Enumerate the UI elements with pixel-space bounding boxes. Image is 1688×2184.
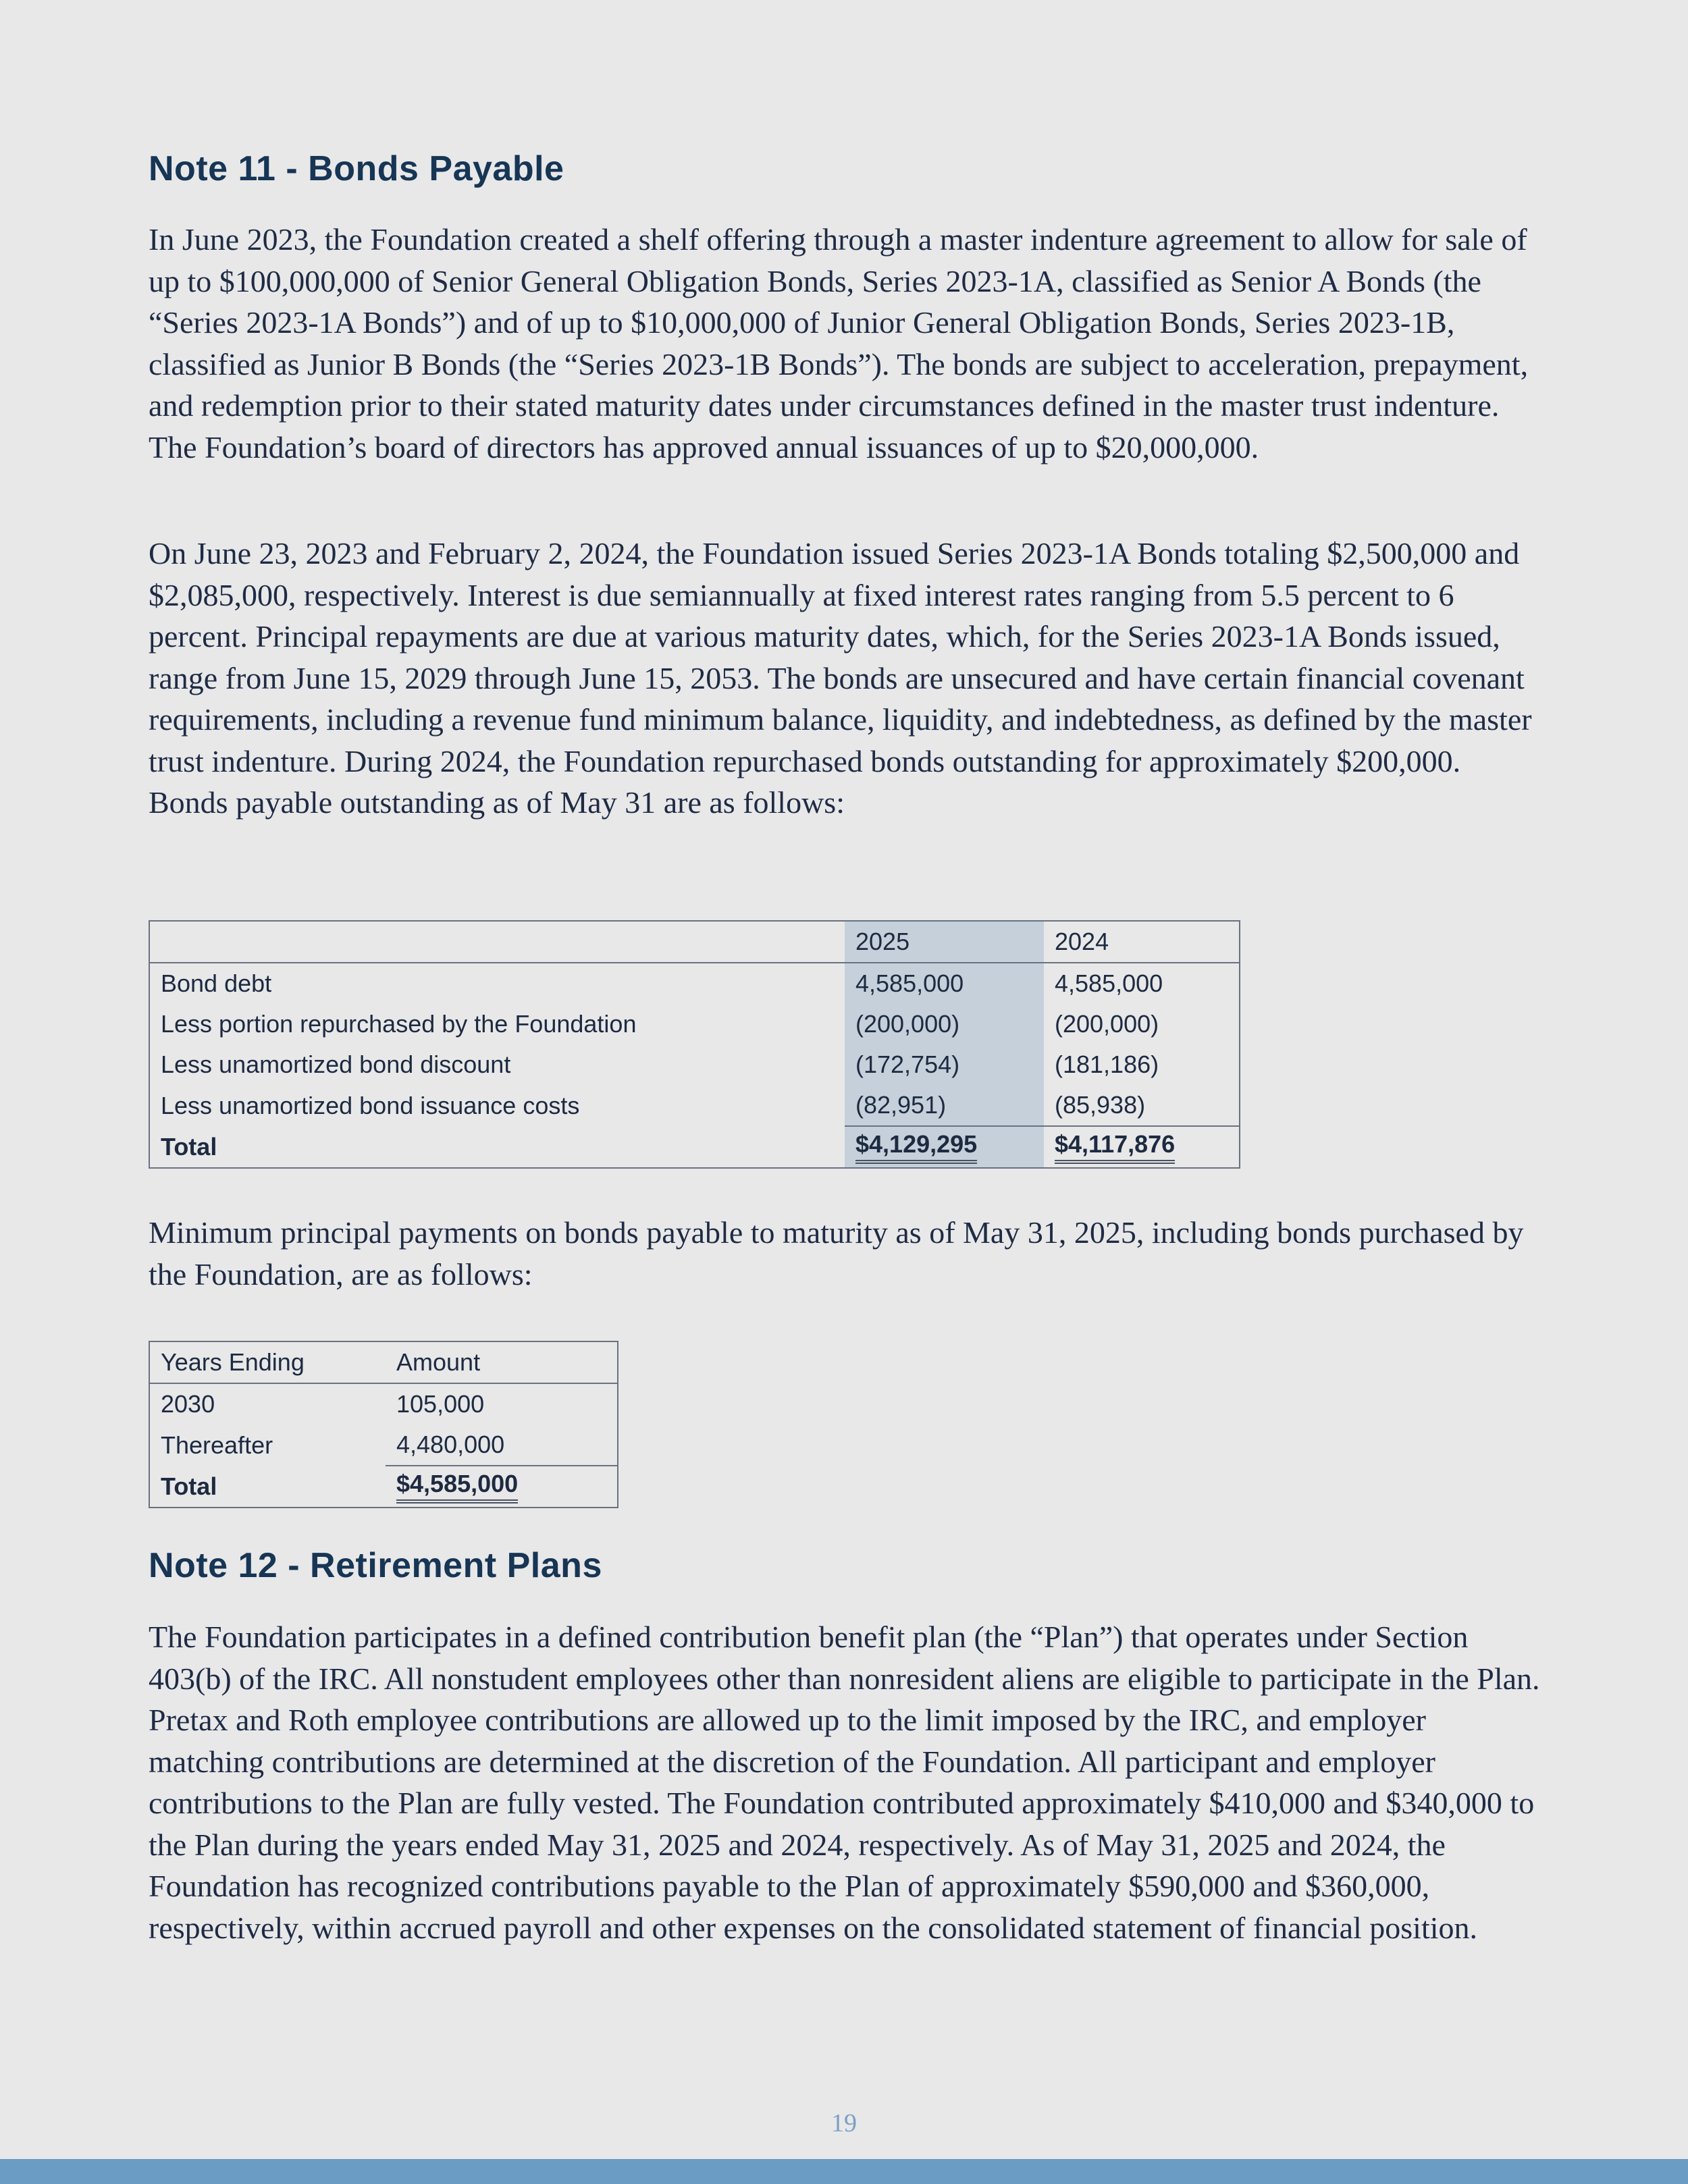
value-2025: 4,585,000 — [845, 963, 1044, 1004]
value-2025: (200,000) — [845, 1004, 1044, 1044]
row-label: Less unamortized bond discount — [161, 1050, 511, 1078]
note-12-paragraph-1: The Foundation participates in a defined contribution benefit plan (the “Plan”) that operates under Section 403(b) of the IRC. All nonstudent employees other than nonresident aliens are eligible to participate in the Plan. Pretax and Roth employee contributions are allowed up to the limit imposed by the IRC, and employer matching contributions are determined at the discretion of the Foundation. All participant and employer contributions to the Plan are fully vested. The Foundation contributed approximately $410,000 and $340,000 to the Plan during the years ended May 31, 2025 and 2024, respectively. As of May 31, 2025 and 2024, the Foundation has recognized contributions payable to the Plan of approximately $590,000 and $360,000, respectively, within accrued payroll and other expenses on the consolidated statement of financial position. — [149, 1620, 1540, 1945]
total-amount-cell — [386, 1466, 618, 1508]
total-2025: $4,129,295 — [855, 1130, 977, 1164]
header-2025: 2025 — [845, 921, 1044, 963]
bonds-payable-table — [149, 920, 1240, 1169]
value-2024: (200,000) — [1055, 1010, 1159, 1038]
row-label: Bond debt — [161, 969, 272, 997]
table-row — [149, 1424, 618, 1466]
footer-bar — [0, 2159, 1688, 2184]
table-row — [149, 1004, 1240, 1044]
year-cell: Thereafter — [161, 1431, 273, 1459]
value-2025: (82,951) — [845, 1085, 1044, 1126]
table-header-row — [149, 1341, 618, 1383]
table-row — [149, 1085, 1240, 1126]
amount-cell: 4,480,000 — [396, 1431, 505, 1458]
total-2025-cell — [845, 1126, 1044, 1168]
principal-payments-table — [149, 1341, 618, 1508]
note-12-heading: Note 12 - Retirement Plans — [149, 1546, 602, 1585]
table-row — [149, 963, 1240, 1004]
table-row — [149, 1044, 1240, 1085]
table-total-row — [149, 1126, 1240, 1168]
year-cell: 2030 — [161, 1390, 215, 1418]
value-2024: (181,186) — [1055, 1050, 1159, 1078]
row-label: Less unamortized bond issuance costs — [161, 1091, 580, 1119]
page-number: 19 — [831, 2109, 857, 2137]
value-2024: (85,938) — [1055, 1091, 1146, 1119]
table-header-row — [149, 921, 1240, 963]
total-2024-cell — [1044, 1126, 1240, 1168]
total-2024: $4,117,876 — [1055, 1130, 1175, 1164]
note-11-paragraph-2: On June 23, 2023 and February 2, 2024, the Foundation issued Series 2023-1A Bonds totaling $2,500,000 and $2,085,000, respectively. Interest is due semiannually at fixed interest rates ranging from 5.5 percent to 6 percent. Principal repayments are due at various maturity dates, which, for the Series 2023-1A Bonds issued, range from June 15, 2029 through June 15, 2053. The bonds are unsecured and have certain financial covenant requirements, including a revenue fund minimum balance, liquidity, and indebtedness, as defined by the master trust indenture. During 2024, the Foundation repurchased bonds outstanding for approximately $200,000. Bonds payable outstanding as of May 31 are as follows: — [149, 536, 1532, 820]
amount-cell: 105,000 — [396, 1390, 485, 1418]
note-11-heading: Note 11 - Bonds Payable — [149, 149, 564, 188]
note-11-paragraph-3: Minimum principal payments on bonds payable to maturity as of May 31, 2025, including bonds purchased by the Foundation, are as follows: — [149, 1215, 1524, 1291]
total-label: Total — [161, 1132, 217, 1161]
header-years-ending: Years Ending — [149, 1341, 386, 1383]
total-amount: $4,585,000 — [396, 1470, 518, 1503]
header-2024: 2024 — [1044, 921, 1240, 963]
total-label: Total — [161, 1472, 217, 1500]
header-amount: Amount — [386, 1341, 618, 1383]
row-label: Less portion repurchased by the Foundation — [161, 1010, 637, 1038]
header-label-cell — [149, 921, 845, 963]
table-total-row — [149, 1466, 618, 1508]
value-2025: (172,754) — [845, 1044, 1044, 1085]
note-11-paragraph-1: In June 2023, the Foundation created a shelf offering through a master indenture agreement to allow for sale of up to $100,000,000 of Senior General Obligation Bonds, Series 2023-1A, classified as Senior A Bonds (the “Series 2023-1A Bonds”) and of up to $10,000,000 of Junior General Obligation Bonds, Series 2023-1B, classified as Junior B Bonds (the “Series 2023-1B Bonds”). The bonds are subject to acceleration, prepayment, and redemption prior to their stated maturity dates under circumstances defined in the master trust indenture. The Foundation’s board of directors has approved annual issuances of up to $20,000,000. — [149, 222, 1529, 464]
table-row — [149, 1383, 618, 1424]
value-2024: 4,585,000 — [1055, 969, 1163, 997]
